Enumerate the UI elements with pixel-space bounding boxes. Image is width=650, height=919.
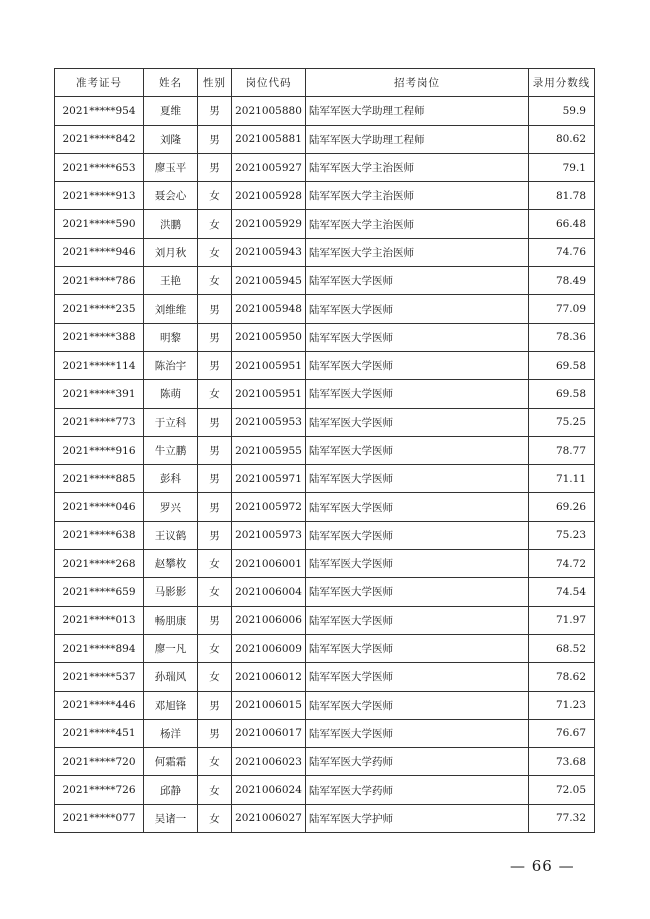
table-row (55, 295, 595, 323)
position-code-cell: 2021005951 (232, 351, 306, 379)
score-cell: 66.48 (529, 210, 595, 238)
exam-id-cell: 2021*****013 (55, 606, 144, 634)
position-code-cell: 2021005973 (232, 521, 306, 549)
table-row (55, 436, 595, 464)
gender-cell: 女 (198, 748, 232, 776)
gender-cell: 女 (198, 182, 232, 210)
exam-id-cell: 2021*****913 (55, 182, 144, 210)
name-cell: 于立科 (144, 408, 198, 436)
position-cell: 陆军军医大学医师 (306, 521, 529, 549)
name-cell: 廖一凡 (144, 634, 198, 662)
position-cell: 陆军军医大学医师 (306, 550, 529, 578)
header-position-code: 岗位代码 (232, 69, 306, 97)
table-row (55, 550, 595, 578)
table-row (55, 691, 595, 719)
name-cell: 赵攀枚 (144, 550, 198, 578)
score-cell: 74.54 (529, 578, 595, 606)
exam-id-cell: 2021*****842 (55, 125, 144, 153)
name-cell: 邱静 (144, 776, 198, 804)
table-row (55, 606, 595, 634)
gender-cell: 女 (198, 238, 232, 266)
gender-cell: 男 (198, 606, 232, 634)
exam-id-cell: 2021*****235 (55, 295, 144, 323)
gender-cell: 男 (198, 408, 232, 436)
gender-cell: 女 (198, 804, 232, 832)
name-cell: 明黎 (144, 323, 198, 351)
score-cell: 74.76 (529, 238, 595, 266)
position-code-cell: 2021005945 (232, 267, 306, 295)
name-cell: 孙瑞风 (144, 663, 198, 691)
table-row (55, 663, 595, 691)
table-row (55, 182, 595, 210)
position-code-cell: 2021005880 (232, 97, 306, 125)
position-code-cell: 2021005943 (232, 238, 306, 266)
header-name: 姓名 (144, 69, 198, 97)
position-code-cell: 2021006027 (232, 804, 306, 832)
gender-cell: 女 (198, 380, 232, 408)
score-cell: 78.36 (529, 323, 595, 351)
table-row (55, 153, 595, 181)
name-cell: 夏维 (144, 97, 198, 125)
position-cell: 陆军军医大学医师 (306, 323, 529, 351)
score-cell: 69.58 (529, 351, 595, 379)
table-row (55, 210, 595, 238)
position-cell: 陆军军医大学医师 (306, 465, 529, 493)
name-cell: 刘月秋 (144, 238, 198, 266)
position-cell: 陆军军医大学医师 (306, 578, 529, 606)
gender-cell: 男 (198, 691, 232, 719)
position-cell: 陆军军医大学主治医师 (306, 238, 529, 266)
name-cell: 杨洋 (144, 719, 198, 747)
score-cell: 71.97 (529, 606, 595, 634)
position-cell: 陆军军医大学助理工程师 (306, 125, 529, 153)
position-cell: 陆军军医大学医师 (306, 719, 529, 747)
position-code-cell: 2021005950 (232, 323, 306, 351)
exam-id-cell: 2021*****916 (55, 436, 144, 464)
header-score: 录用分数线 (529, 69, 595, 97)
position-code-cell: 2021006004 (232, 578, 306, 606)
position-cell: 陆军军医大学医师 (306, 436, 529, 464)
exam-id-cell: 2021*****720 (55, 748, 144, 776)
gender-cell: 男 (198, 323, 232, 351)
position-code-cell: 2021005972 (232, 493, 306, 521)
exam-id-cell: 2021*****954 (55, 97, 144, 125)
score-cell: 75.25 (529, 408, 595, 436)
table-row (55, 748, 595, 776)
gender-cell: 男 (198, 465, 232, 493)
position-cell: 陆军军医大学医师 (306, 663, 529, 691)
position-code-cell: 2021006017 (232, 719, 306, 747)
gender-cell: 女 (198, 267, 232, 295)
position-cell: 陆军军医大学医师 (306, 634, 529, 662)
exam-id-cell: 2021*****653 (55, 153, 144, 181)
position-cell: 陆军军医大学医师 (306, 691, 529, 719)
score-cell: 76.67 (529, 719, 595, 747)
position-code-cell: 2021006001 (232, 550, 306, 578)
gender-cell: 男 (198, 493, 232, 521)
score-cell: 78.77 (529, 436, 595, 464)
position-code-cell: 2021006012 (232, 663, 306, 691)
table-row (55, 125, 595, 153)
position-code-cell: 2021005929 (232, 210, 306, 238)
position-code-cell: 2021005927 (232, 153, 306, 181)
name-cell: 聂会心 (144, 182, 198, 210)
position-cell: 陆军军医大学主治医师 (306, 210, 529, 238)
table-row (55, 493, 595, 521)
table-row (55, 323, 595, 351)
position-code-cell: 2021005881 (232, 125, 306, 153)
gender-cell: 男 (198, 153, 232, 181)
page-number: — 66 — (510, 857, 575, 875)
position-cell: 陆军军医大学药师 (306, 776, 529, 804)
gender-cell: 男 (198, 97, 232, 125)
score-cell: 77.32 (529, 804, 595, 832)
name-cell: 吴诸一 (144, 804, 198, 832)
exam-id-cell: 2021*****046 (55, 493, 144, 521)
table-row (55, 634, 595, 662)
table-row (55, 465, 595, 493)
position-cell: 陆军军医大学主治医师 (306, 182, 529, 210)
position-cell: 陆军军医大学医师 (306, 295, 529, 323)
position-cell: 陆军军医大学医师 (306, 408, 529, 436)
position-code-cell: 2021005955 (232, 436, 306, 464)
exam-id-cell: 2021*****077 (55, 804, 144, 832)
score-cell: 80.62 (529, 125, 595, 153)
table-row (55, 719, 595, 747)
name-cell: 洪鹏 (144, 210, 198, 238)
position-cell: 陆军军医大学药师 (306, 748, 529, 776)
name-cell: 邓旭锋 (144, 691, 198, 719)
exam-id-cell: 2021*****894 (55, 634, 144, 662)
gender-cell: 女 (198, 663, 232, 691)
position-cell: 陆军军医大学医师 (306, 351, 529, 379)
exam-id-cell: 2021*****659 (55, 578, 144, 606)
position-code-cell: 2021006015 (232, 691, 306, 719)
name-cell: 罗兴 (144, 493, 198, 521)
position-code-cell: 2021005948 (232, 295, 306, 323)
name-cell: 彭科 (144, 465, 198, 493)
score-cell: 75.23 (529, 521, 595, 549)
exam-id-cell: 2021*****451 (55, 719, 144, 747)
score-cell: 78.49 (529, 267, 595, 295)
position-cell: 陆军军医大学护师 (306, 804, 529, 832)
position-cell: 陆军军医大学助理工程师 (306, 97, 529, 125)
table-row (55, 776, 595, 804)
score-cell: 71.23 (529, 691, 595, 719)
score-cell: 59.9 (529, 97, 595, 125)
gender-cell: 女 (198, 578, 232, 606)
name-cell: 刘隆 (144, 125, 198, 153)
table-row (55, 351, 595, 379)
position-code-cell: 2021006023 (232, 748, 306, 776)
name-cell: 王艳 (144, 267, 198, 295)
table-row (55, 238, 595, 266)
exam-id-cell: 2021*****786 (55, 267, 144, 295)
gender-cell: 女 (198, 550, 232, 578)
score-cell: 69.26 (529, 493, 595, 521)
gender-cell: 女 (198, 776, 232, 804)
position-code-cell: 2021005928 (232, 182, 306, 210)
name-cell: 陈萌 (144, 380, 198, 408)
gender-cell: 男 (198, 719, 232, 747)
header-position: 招考岗位 (306, 69, 529, 97)
header-exam-id: 准考证号 (55, 69, 144, 97)
score-cell: 81.78 (529, 182, 595, 210)
table-header-row (55, 69, 595, 97)
table-row (55, 380, 595, 408)
position-cell: 陆军军医大学医师 (306, 493, 529, 521)
score-cell: 78.62 (529, 663, 595, 691)
position-cell: 陆军军医大学主治医师 (306, 153, 529, 181)
exam-id-cell: 2021*****391 (55, 380, 144, 408)
exam-id-cell: 2021*****773 (55, 408, 144, 436)
score-cell: 68.52 (529, 634, 595, 662)
name-cell: 王议鹤 (144, 521, 198, 549)
exam-id-cell: 2021*****537 (55, 663, 144, 691)
exam-id-cell: 2021*****946 (55, 238, 144, 266)
table-row (55, 578, 595, 606)
name-cell: 牛立鹏 (144, 436, 198, 464)
exam-id-cell: 2021*****638 (55, 521, 144, 549)
table-row (55, 521, 595, 549)
exam-id-cell: 2021*****446 (55, 691, 144, 719)
position-code-cell: 2021006024 (232, 776, 306, 804)
score-cell: 77.09 (529, 295, 595, 323)
name-cell: 陈治宇 (144, 351, 198, 379)
table-row (55, 97, 595, 125)
position-cell: 陆军军医大学医师 (306, 267, 529, 295)
name-cell: 畅朋康 (144, 606, 198, 634)
gender-cell: 男 (198, 125, 232, 153)
table-row (55, 267, 595, 295)
position-cell: 陆军军医大学医师 (306, 606, 529, 634)
position-code-cell: 2021005971 (232, 465, 306, 493)
table-row (55, 408, 595, 436)
exam-id-cell: 2021*****388 (55, 323, 144, 351)
exam-id-cell: 2021*****590 (55, 210, 144, 238)
header-gender: 性别 (198, 69, 232, 97)
gender-cell: 男 (198, 436, 232, 464)
position-code-cell: 2021006009 (232, 634, 306, 662)
score-cell: 71.11 (529, 465, 595, 493)
exam-id-cell: 2021*****114 (55, 351, 144, 379)
score-cell: 73.68 (529, 748, 595, 776)
gender-cell: 女 (198, 210, 232, 238)
results-table (54, 68, 595, 833)
exam-id-cell: 2021*****726 (55, 776, 144, 804)
name-cell: 廖玉平 (144, 153, 198, 181)
gender-cell: 男 (198, 521, 232, 549)
score-cell: 69.58 (529, 380, 595, 408)
exam-id-cell: 2021*****268 (55, 550, 144, 578)
gender-cell: 男 (198, 295, 232, 323)
exam-id-cell: 2021*****885 (55, 465, 144, 493)
score-cell: 79.1 (529, 153, 595, 181)
gender-cell: 女 (198, 634, 232, 662)
table-row (55, 804, 595, 832)
position-code-cell: 2021005951 (232, 380, 306, 408)
position-code-cell: 2021005953 (232, 408, 306, 436)
name-cell: 刘维维 (144, 295, 198, 323)
name-cell: 何霜霜 (144, 748, 198, 776)
score-cell: 72.05 (529, 776, 595, 804)
score-cell: 74.72 (529, 550, 595, 578)
position-cell: 陆军军医大学医师 (306, 380, 529, 408)
position-code-cell: 2021006006 (232, 606, 306, 634)
gender-cell: 男 (198, 351, 232, 379)
name-cell: 马影影 (144, 578, 198, 606)
